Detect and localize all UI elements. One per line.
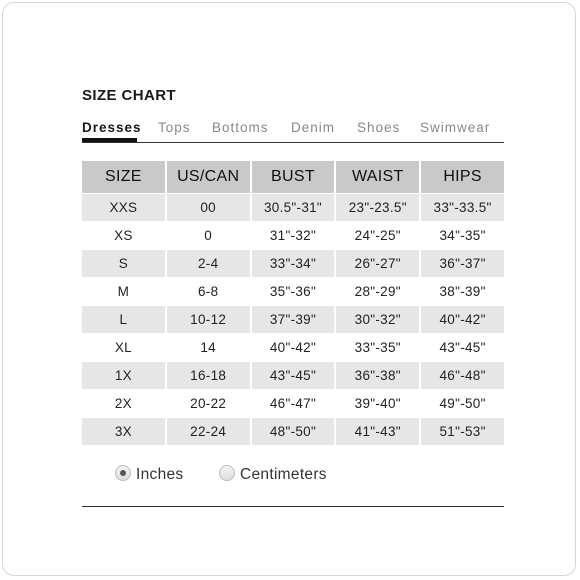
tab-shoes[interactable]: Shoes [357,120,401,135]
cell-size: 3X [82,417,165,445]
table-row [82,277,504,305]
cell-size: XL [82,333,165,361]
cell-us-can: 20-22 [167,389,250,417]
column-header-us-can: US/CAN [167,161,250,193]
cell-hips: 40"-42" [421,305,504,333]
column-header-size: SIZE [82,161,165,193]
table-header-row [82,161,504,193]
cell-waist: 36"-38" [336,361,419,389]
table-row [82,305,504,333]
cell-size: 1X [82,361,165,389]
table-row [82,333,504,361]
cell-size: XXS [82,193,165,221]
bottom-divider [82,506,504,507]
cell-bust: 48"-50" [252,417,335,445]
cell-us-can: 2-4 [167,249,250,277]
cell-us-can: 14 [167,333,250,361]
cell-waist: 41"-43" [336,417,419,445]
cell-hips: 34"-35" [421,221,504,249]
cell-bust: 33"-34" [252,249,335,277]
table-row [82,221,504,249]
table-row [82,193,504,221]
table-body [82,193,504,445]
cell-bust: 35"-36" [252,277,335,305]
cell-bust: 30.5"-31" [252,193,335,221]
cell-waist: 23"-23.5" [336,193,419,221]
cell-size: XS [82,221,165,249]
cell-us-can: 00 [167,193,250,221]
table-row [82,389,504,417]
cell-hips: 49"-50" [421,389,504,417]
column-header-hips: HIPS [421,161,504,193]
active-tab-indicator [82,138,137,142]
cell-size: M [82,277,165,305]
unit-option-centimeters[interactable] [219,465,327,484]
cell-size: S [82,249,165,277]
size-chart-card [2,2,576,576]
cell-size: 2X [82,389,165,417]
radio-selected-icon[interactable] [115,465,131,481]
cell-us-can: 10-12 [167,305,250,333]
cell-hips: 51"-53" [421,417,504,445]
table-row [82,249,504,277]
cell-waist: 28"-29" [336,277,419,305]
cell-hips: 33"-33.5" [421,193,504,221]
cell-size: L [82,305,165,333]
column-header-bust: BUST [252,161,335,193]
cell-waist: 39"-40" [336,389,419,417]
table-row [82,361,504,389]
cell-us-can: 6-8 [167,277,250,305]
tab-swimwear[interactable]: Swimwear [420,120,491,135]
tab-tops[interactable]: Tops [158,120,191,135]
radio-unselected-icon[interactable] [219,465,235,481]
cell-hips: 36"-37" [421,249,504,277]
cell-bust: 40"-42" [252,333,335,361]
unit-label-inches: Inches [136,466,184,483]
cell-waist: 30"-32" [336,305,419,333]
cell-bust: 31"-32" [252,221,335,249]
unit-label-centimeters: Centimeters [240,466,327,483]
tab-denim[interactable]: Denim [291,120,336,135]
cell-bust: 43"-45" [252,361,335,389]
cell-us-can: 22-24 [167,417,250,445]
category-tabs [82,120,504,143]
cell-us-can: 16-18 [167,361,250,389]
unit-option-inches[interactable] [115,465,183,484]
tab-bottoms[interactable]: Bottoms [212,120,269,135]
cell-hips: 43"-45" [421,333,504,361]
cell-us-can: 0 [167,221,250,249]
cell-bust: 37"-39" [252,305,335,333]
cell-hips: 38"-39" [421,277,504,305]
cell-waist: 33"-35" [336,333,419,361]
tab-dresses[interactable]: Dresses [82,120,142,135]
column-header-waist: WAIST [336,161,419,193]
size-table [80,161,506,445]
cell-hips: 46"-48" [421,361,504,389]
table-row [82,417,504,445]
cell-waist: 26"-27" [336,249,419,277]
page-title: SIZE CHART [82,87,176,104]
cell-waist: 24"-25" [336,221,419,249]
cell-bust: 46"-47" [252,389,335,417]
